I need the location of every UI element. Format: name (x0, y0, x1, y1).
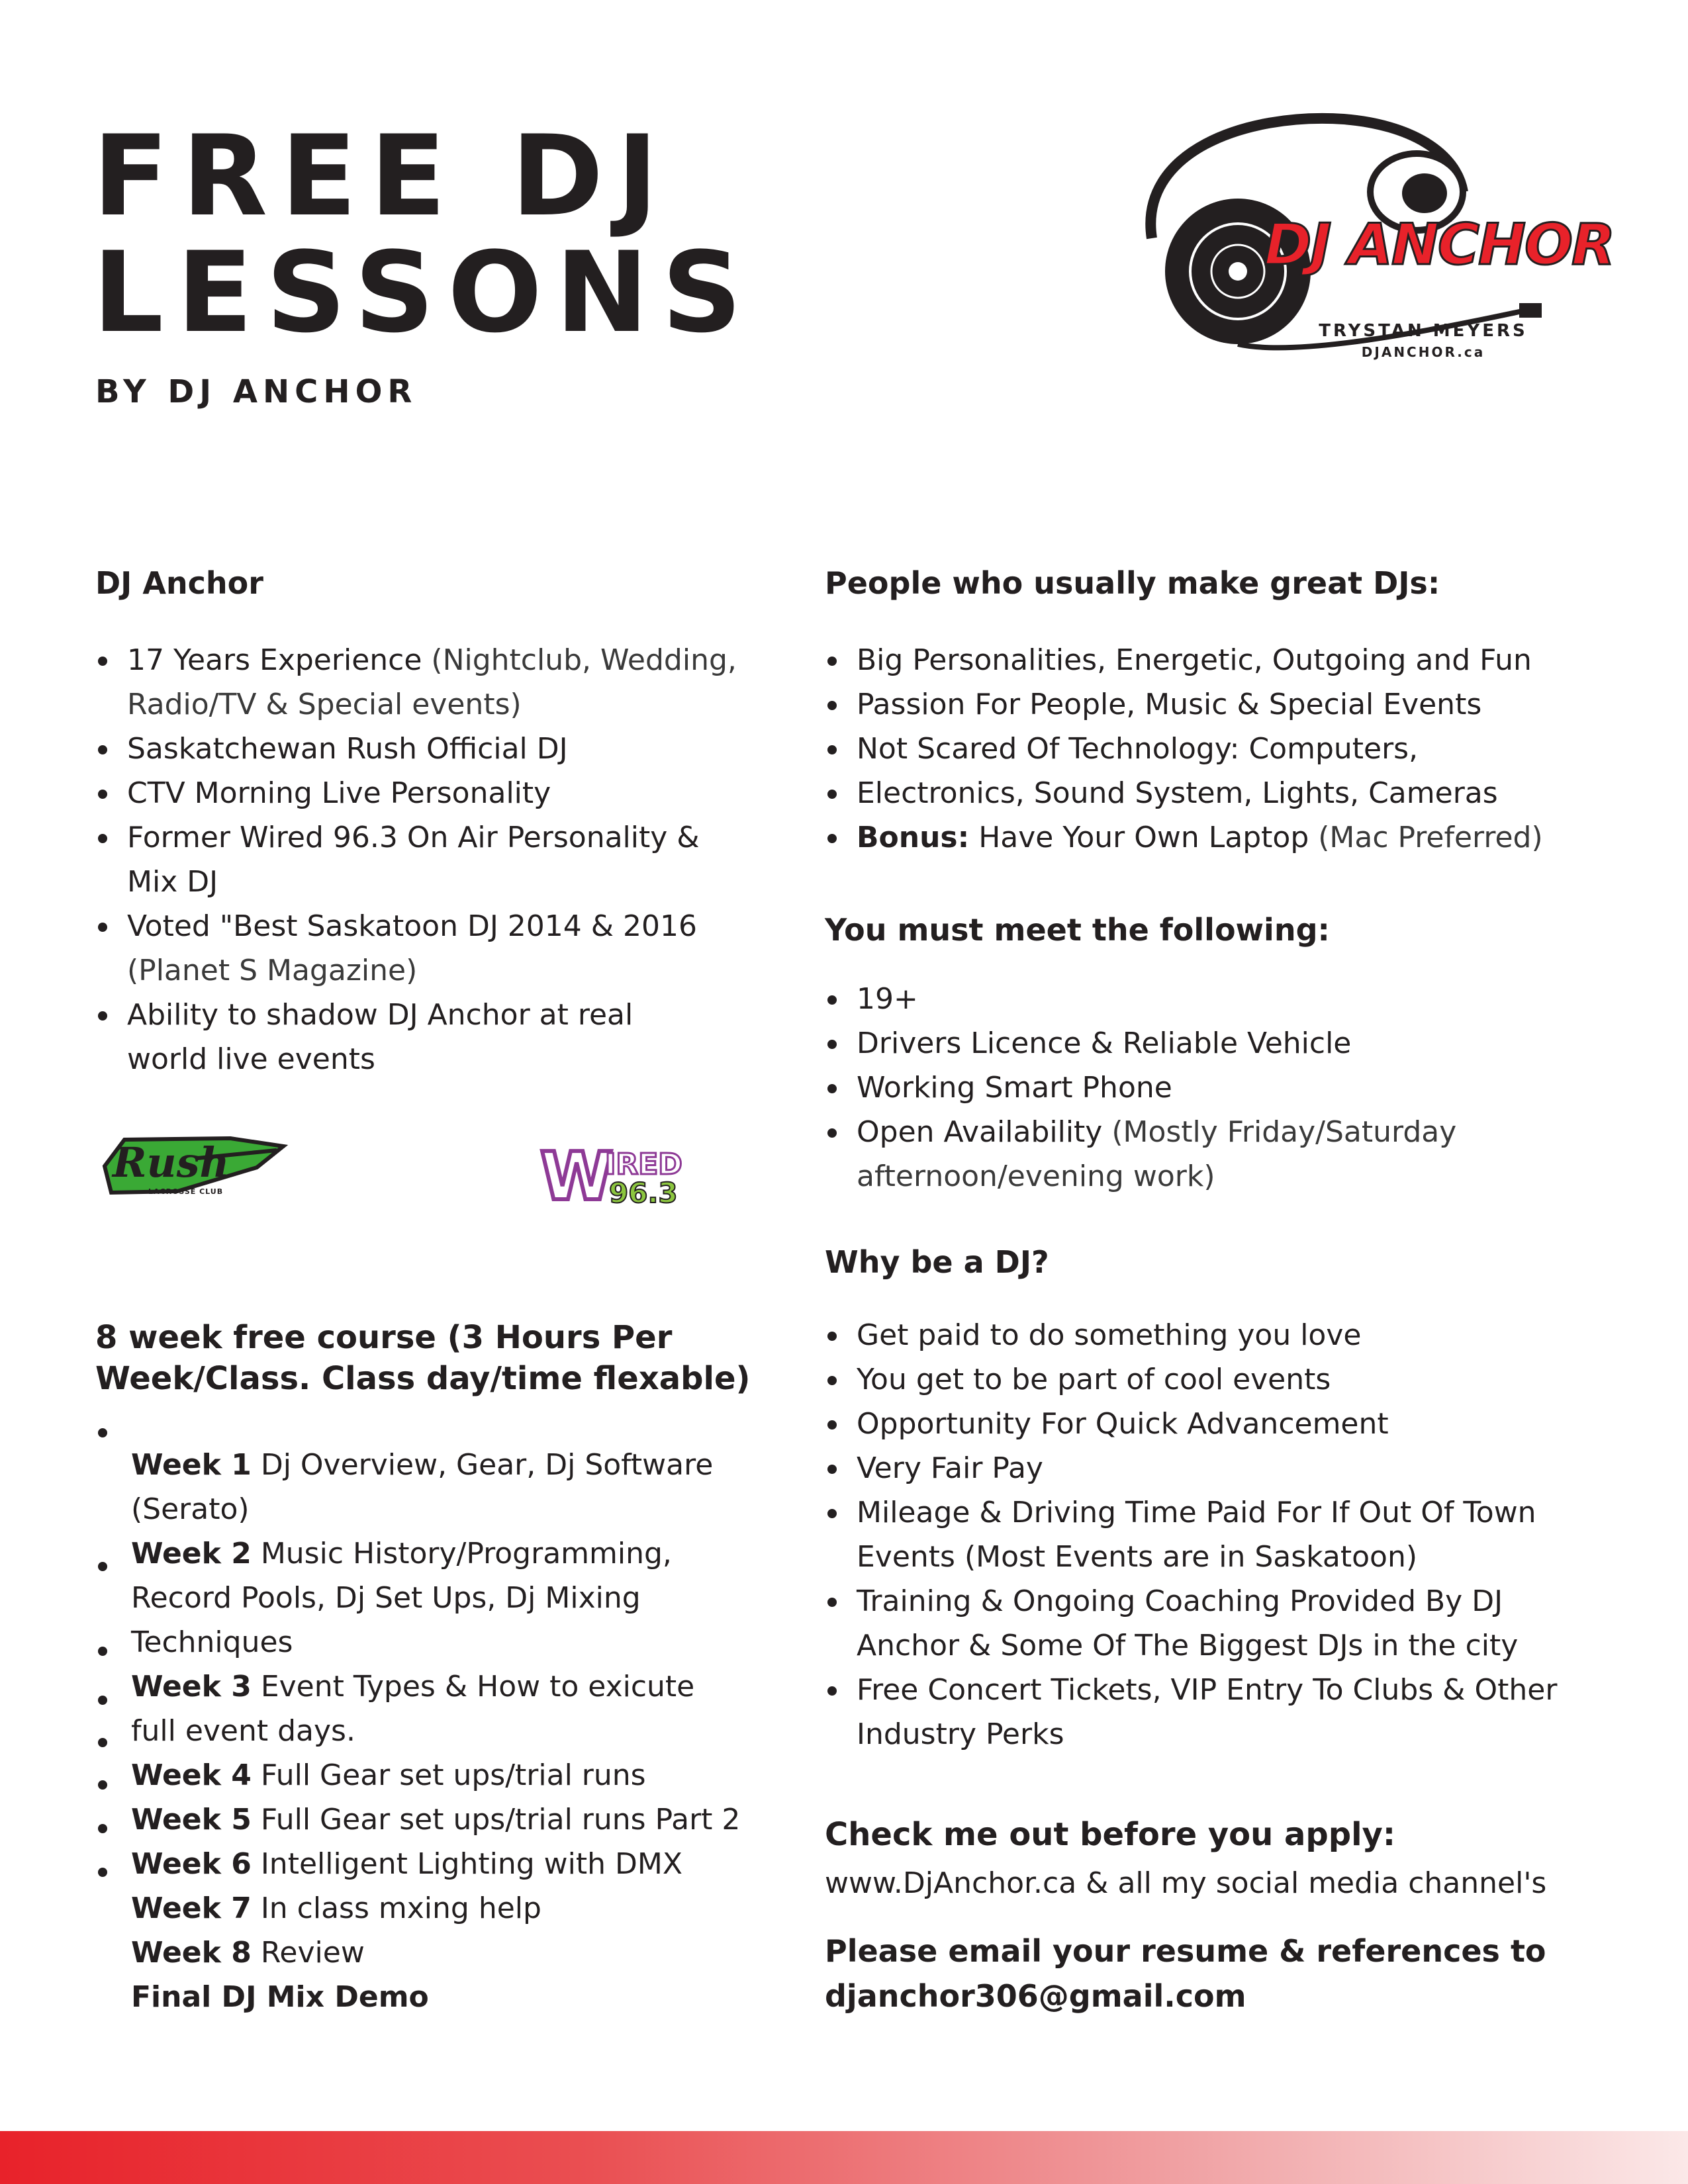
list-item: Ability to shadow DJ Anchor at real world live events (95, 993, 710, 1081)
bullet-dot (98, 1428, 107, 1437)
list-item: Electronics, Sound System, Lights, Cameras (825, 771, 1593, 815)
check-heading: Check me out before you apply: (825, 1816, 1396, 1853)
weeks-list (131, 1443, 740, 2019)
list-item: Week 6 Intelligent Lighting with DMX (131, 1847, 682, 1881)
list-item: Week 4 Full Gear set ups/trial runs (131, 1758, 646, 1792)
check-text: www.DjAnchor.ca & all my social media channel's (825, 1866, 1547, 1900)
list-item: Very Fair Pay (825, 1446, 1593, 1490)
list-item: Week 5 Full Gear set ups/trial runs Part 2 (131, 1803, 741, 1837)
list-item: You get to be part of cool events (825, 1357, 1593, 1402)
list-item: Working Smart Phone (825, 1066, 1526, 1110)
course-heading (95, 1317, 750, 1399)
email-address[interactable]: djanchor306@gmail.com (825, 1978, 1246, 2014)
page-title-line-2: LESSONS (93, 228, 755, 357)
logo-brand-text: DJ ANCHOR (1264, 212, 1615, 278)
wired-logo-number: 96.3 (609, 1177, 678, 1209)
course-heading-line-1: 8 week free course (3 Hours Per (95, 1319, 673, 1356)
why-heading: Why be a DJ? (825, 1244, 1049, 1280)
list-item: Bonus: Have Your Own Laptop (Mac Preferred) (825, 815, 1593, 860)
bullet-dot (98, 1647, 107, 1656)
bullet-dot (98, 1562, 107, 1571)
list-item: CTV Morning Live Personality (95, 771, 751, 815)
list-item: Get paid to do something you love (825, 1313, 1593, 1357)
list-item: Free Concert Tickets, VIP Entry To Clubs & Other Industry Perks (825, 1668, 1593, 1756)
email-block (825, 1929, 1546, 2019)
list-item: Week 7 In class mxing help (131, 1891, 541, 1925)
page-title-line-1: FREE DJ (93, 111, 672, 241)
bullet-dot (98, 1824, 107, 1833)
list-item: Big Personalities, Energetic, Outgoing and Fun (825, 638, 1593, 682)
course-heading-line-2: Week/Class. Class day/time flexable) (95, 1360, 751, 1397)
wired-logo (540, 1138, 712, 1220)
list-item: Passion For People, Music & Special Events (825, 682, 1593, 727)
list-item: Saskatchewan Rush Official DJ (95, 727, 751, 771)
page-subtitle: BY DJ ANCHOR (95, 373, 418, 410)
must-heading: You must meet the following: (825, 912, 1330, 948)
bio-list (95, 638, 751, 1081)
list-item: Week 3 Event Types & How to exicute (131, 1670, 695, 1704)
why-list (825, 1313, 1593, 1756)
list-item: Week 2 Music History/Programming, (131, 1537, 672, 1570)
dj-anchor-logo (1125, 113, 1615, 364)
list-item: Mileage & Driving Time Paid For If Out Of Town Events (Most Events are in Saskatoon) (825, 1490, 1593, 1579)
list-item: Open Availability (Mostly Friday/Saturday afternoon/evening work) (825, 1110, 1526, 1199)
logo-site: DJANCHOR.ca (1361, 344, 1485, 360)
list-item: Week 8 Review (131, 1936, 365, 1970)
email-instruction: Please email your resume & references to (825, 1933, 1546, 1969)
logo-name: TRYSTAN MEYERS (1319, 321, 1528, 341)
list-item: Record Pools, Dj Set Ups, Dj Mixing (131, 1581, 641, 1615)
people-list (825, 638, 1593, 860)
bullet-dot (98, 1868, 107, 1877)
bullet-dot (98, 1696, 107, 1705)
people-heading: People who usually make great DJs: (825, 565, 1440, 601)
wired-logo-ired: IRED (605, 1148, 682, 1181)
list-item: Not Scared Of Technology: Computers, (825, 727, 1593, 771)
list-item: Opportunity For Quick Advancement (825, 1402, 1593, 1446)
list-item: Training & Ongoing Coaching Provided By DJ Anchor & Some Of The Biggest DJs in the city (825, 1579, 1593, 1668)
bullet-dot (98, 1780, 107, 1790)
list-item: (Serato) (131, 1492, 250, 1526)
list-item: 19+ (825, 977, 1526, 1021)
list-item: Voted "Best Saskatoon DJ 2014 & 2016 (Planet S Magazine) (95, 904, 751, 993)
list-item: Drivers Licence & Reliable Vehicle (825, 1021, 1526, 1066)
rush-logo-subtext: LACROSSE CLUB (148, 1187, 224, 1196)
wired-logo-w: W (540, 1138, 614, 1215)
list-item: Techniques (131, 1625, 293, 1659)
list-item: Former Wired 96.3 On Air Personality & Mix DJ (95, 815, 743, 904)
list-item: 17 Years Experience (Nightclub, Wedding, Radio/TV & Special events) (95, 638, 751, 727)
rush-logo-text: Rush (113, 1138, 230, 1187)
dj-anchor-heading: DJ Anchor (95, 565, 263, 601)
rush-logo (98, 1126, 290, 1206)
list-item: Final DJ Mix Demo (131, 1980, 429, 2014)
list-item: full event days. (131, 1714, 355, 1748)
list-item: Week 1 Dj Overview, Gear, Dj Software (131, 1448, 714, 1482)
footer-color-bar (0, 2131, 1688, 2184)
must-list (825, 977, 1526, 1199)
bullet-dot (98, 1738, 107, 1747)
